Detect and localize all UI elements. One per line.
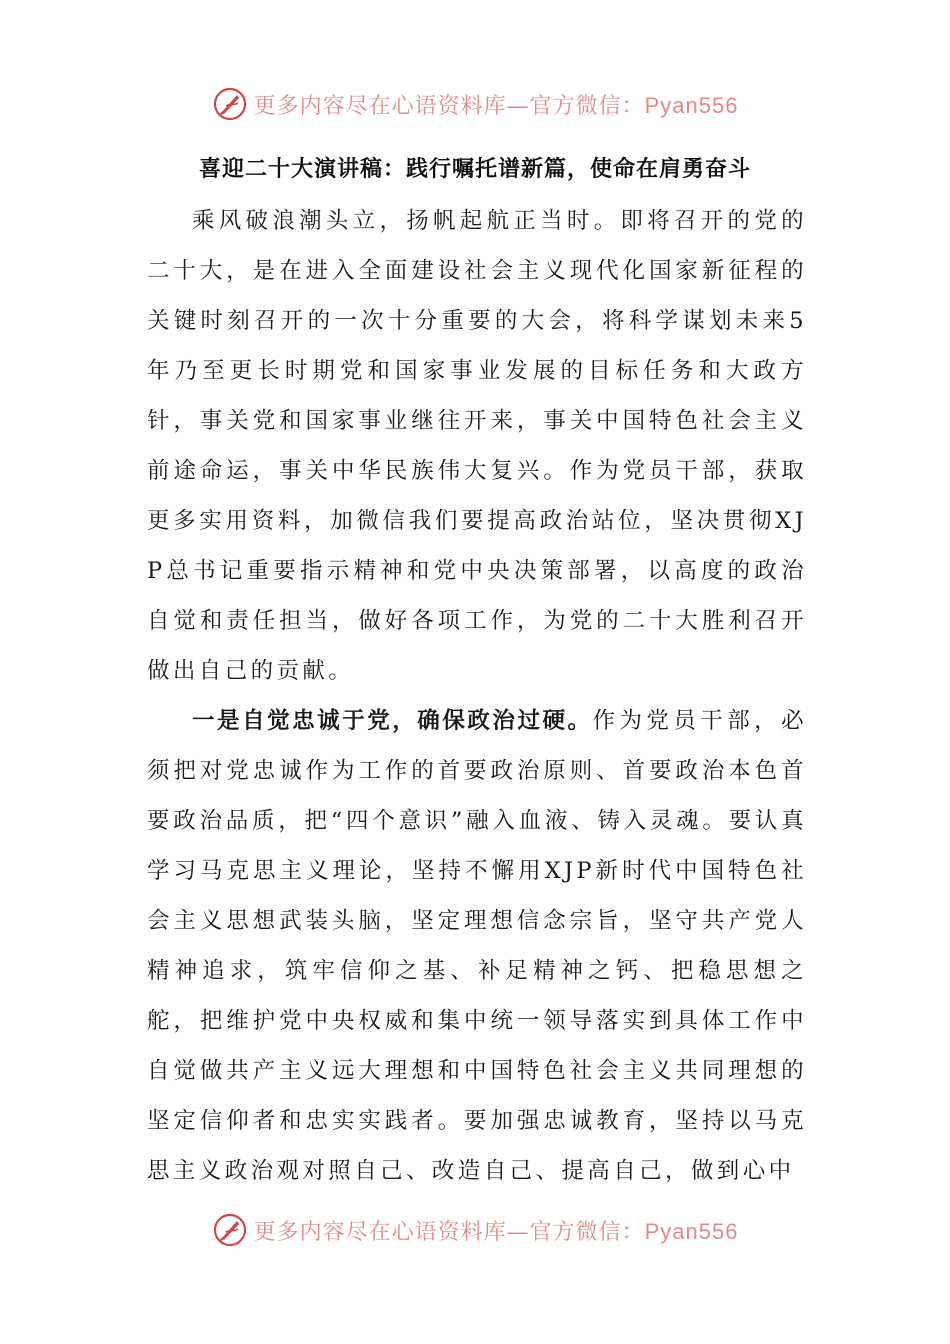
paragraph-point-one (147, 696, 807, 1196)
header-watermark (0, 84, 950, 124)
point-one-heading: 一是自觉忠诚于党，确保政治过硬。 (192, 708, 593, 734)
document-title: 喜迎二十大演讲稿：践行嘱托谱新篇，使命在肩勇奋斗 (198, 157, 751, 182)
document-body (147, 196, 807, 1196)
wechat-id: Pyan556 (644, 92, 739, 118)
wechat-id: Pyan556 (644, 1218, 739, 1244)
point-one-text: 作为党员干部，必须把对党忠诚作为工作的首要政治原则、首要政治本色首要政治品质，把“四个意识”融入血液、铸入灵魂。要认真学习马克思主义理论，坚持不懈用XJP新时代中国特色社会主义思想武装头脑，坚定理想信念宗旨，坚守共产党人精神追求，筑牢信仰之基、补足精神之钙、把稳思想之舵，把维护党中央权威和集中统一领导落实到具体工作中自觉做共产主义远大理想和中国特色社会主义共同理想的坚定信仰者和忠实实践者。要加强忠诚教育，坚持以马克思主义政治观对照自己、改造自己、提高自己，做到心中 (147, 708, 807, 1184)
footer-watermark (0, 1210, 950, 1250)
banner-text: 更多内容尽在心语资料库—官方微信： (253, 93, 645, 119)
quill-logo-icon (212, 86, 248, 122)
quill-logo-icon (212, 1212, 248, 1248)
paragraph-intro: 乘风破浪潮头立，扬帆起航正当时。即将召开的党的二十大，是在进入全面建设社会主义现代化国家新征程的关键时刻召开的一次十分重要的大会，将科学谋划未来5年乃至更长时期党和国家事业发展的目标任务和大政方针，事关党和国家事业继往开来，事关中国特色社会主义前途命运，事关中华民族伟大复兴。作为党员干部，获取更多实用资料，加微信我们要提高政治站位，坚决贯彻XJP总书记重要指示精神和党中央决策部署，以高度的政治自觉和责任担当，做好各项工作，为党的二十大胜利召开做出自己的贡献。 (147, 208, 807, 684)
banner-text: 更多内容尽在心语资料库—官方微信： (253, 1219, 645, 1245)
